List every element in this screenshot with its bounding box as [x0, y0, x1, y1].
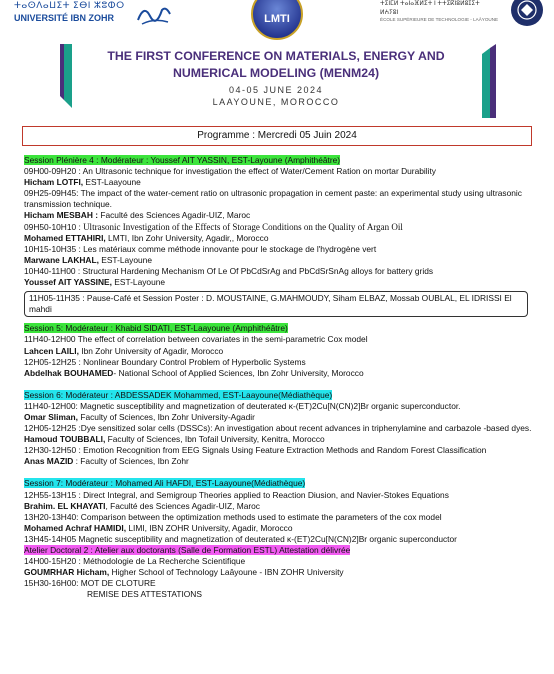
talk-title: Les matériaux comme méthode innovante pour le stockage de l'hydrogène vert: [80, 243, 377, 254]
lmti-laboratory-logo: [248, 0, 306, 40]
talk-speaker: [24, 233, 536, 244]
talk-row: [24, 244, 536, 255]
closing-title: MOT DE CLOTURE: [78, 578, 156, 589]
talk-speaker: [24, 434, 536, 445]
talk-speaker: [24, 567, 536, 578]
talk-title: : Méthodologie de La Recherche Scientifique: [76, 556, 246, 567]
speaker-name: Hicham MESBAH :: [24, 210, 98, 221]
school-name: ÉCOLE SUPÉRIEURE DE TECHNOLOGIE - LAÂYOUNE: [380, 17, 499, 22]
conference-date-place: [96, 84, 456, 108]
session-6-header: Session 6: Modérateur : ABDESSADEK Mohammed, EST-Laayoune(Médiathèque): [24, 389, 333, 400]
talk-title: Ultrasonic Investigation of the Effects of Storage Conditions on the Quality of Argan Oil: [80, 221, 403, 232]
school-tifinagh-line1: ⵜⵉⵏⵎⵍ ⵜⴰⵏⴰⴼⵍⵉⵜ ⵏ ⵜⵜⵉⴽⵏⵓⵍⵓⵊⵉⵜ: [380, 1, 480, 7]
talk-time: 10H15-10H35 :: [24, 243, 81, 254]
school-logo: [380, 0, 550, 30]
talk-title: Emotion Recognition from EEG Signals Using Feature Extraction Methods and Random Forest Classification: [80, 445, 487, 456]
speaker-name: Omar Sliman,: [24, 411, 78, 422]
speaker-affiliation: EST-Laayoune: [83, 177, 141, 188]
talk-row: [24, 222, 536, 233]
talk-row: [24, 423, 536, 434]
talk-speaker: [24, 523, 536, 534]
talk-speaker: [24, 412, 536, 423]
talk-time: 10H40-11H00 :: [24, 265, 81, 276]
talk-row: [24, 445, 536, 456]
school-emblem-icon: [510, 0, 544, 28]
school-tifinagh-line2: ⵍⵄⵢⵓⵏ: [380, 10, 399, 16]
speaker-name: Abdelhak BOUHAMED: [24, 367, 114, 378]
speaker-affiliation: - National School of Applied Sciences, Ibn Zohr University, Morocco: [113, 367, 364, 378]
talk-row: [24, 490, 536, 501]
talk-row: [24, 334, 536, 345]
speaker-affiliation: : Faculty of Sciences, Ibn Zohr: [73, 456, 189, 467]
talk-row: [24, 188, 536, 210]
session-7-header: Session 7: Modérateur : Mohamed Ali HAFDI, EST-Laayoune(Médiathèque): [24, 478, 306, 489]
atelier-header: Atelier Doctoral 2 : Atelier aux doctorants (Salle de Formation ESTL) Attestation délivrée: [24, 545, 351, 555]
talk-row: [24, 556, 536, 567]
talk-time: 09H50-10H10 :: [24, 221, 81, 232]
speaker-affiliation: Higher School of Technology Laâyoune - IBN ZOHR University: [109, 567, 344, 578]
lab-logo-text: LMTI: [264, 13, 290, 25]
speaker-affiliation: Faculty of Sciences, Ibn Tofail University, Kenitra, Morocco: [105, 434, 325, 445]
attestations-row: REMISE DES ATTESTATIONS: [87, 589, 202, 600]
talk-speaker: [24, 277, 536, 288]
talk-speaker: [24, 346, 536, 357]
talk-row: [24, 166, 536, 177]
closing-time: 15H30-16H00:: [24, 578, 79, 589]
talk-time: 12H30-12H50 :: [24, 445, 81, 456]
talk-time: 09H00-09H20 :: [24, 166, 81, 177]
talk-time: 11H40-12H00: [24, 334, 76, 345]
talk-row: [24, 357, 536, 368]
talk-title: An Ultrasonic technique for investigation the effect of Water/Cement Ration on mortar Durability: [80, 166, 436, 177]
talk-time: 13H20-13H40:: [24, 511, 79, 522]
speaker-name: Hamoud TOUBBALI,: [24, 434, 106, 445]
session-4-block: [24, 155, 536, 166]
university-logo: [10, 0, 210, 28]
speaker-name: Marwane LAKHAL,: [24, 254, 99, 265]
speaker-name: Mohamed ETTAHIRI,: [24, 232, 106, 243]
university-tifinagh-name: ⵜⴰⵙⴷⴰⵡⵉⵜ ⵉⴱⵏ ⵣⵓⵀⵔ: [14, 0, 125, 10]
talk-title: :Dye sensitized solar cells (DSSCs): An investigation about recent advances in triphenylamine and carbazole -based dyes.: [76, 423, 532, 434]
conference-title-line2: NUMERICAL MODELING (MENM24): [172, 66, 380, 80]
speaker-affiliation: Faculty of Sciences, Ibn Zohr University-Agadir: [78, 411, 255, 422]
talk-row: [24, 401, 536, 412]
talk-title: : Nonlinear Boundary Control Problem of Hyperbolic Systems: [76, 356, 306, 367]
conference-location: LAAYOUNE, MOROCCO: [212, 97, 340, 107]
talk-time: 13H45-14H05: [24, 533, 77, 544]
speaker-affiliation: , Faculté des Sciences Agadir-UIZ, Maroc: [105, 500, 260, 511]
speaker-name: Anas MAZID: [24, 456, 74, 467]
talk-title: Structural Hardening Mechanism Of Le Of PbCdSrAg and PbCdSrSnAg alloys for battery grids: [80, 265, 434, 276]
session-5-block: [24, 323, 536, 334]
programme-title: Programme : Mercredi 05 Juin 2024: [22, 126, 532, 146]
talk-title: Magnetic susceptibility and magnetization of deuterated κ-(ET)2Cu[N(CN)2]Br organic superconductor.: [77, 400, 461, 411]
talk-title: : Direct Integral, and Semigroup Theories applied to Reaction Diusion, and Navier-Stokes Equations: [76, 489, 449, 500]
speaker-affiliation: LMTI, Ibn Zohr University, Agadir,, Morocco: [105, 232, 269, 243]
coffee-break-poster-session: 11H05-11H35 : Pause-Café et Session Poster : D. MOUSTAINE, G.MAHMOUDY, Siham ELBAZ, Mossab OUBLAL, EL IDRISSI El mahdi: [24, 291, 528, 317]
talk-row: [24, 512, 536, 523]
speaker-name: Youssef AIT YASSINE,: [24, 277, 112, 288]
talk-row: [24, 266, 536, 277]
conference-title: [96, 48, 456, 82]
session-6-block: [24, 390, 536, 401]
talk-speaker: [24, 255, 536, 266]
conference-title-line1: THE FIRST CONFERENCE ON MATERIALS, ENERGY AND: [107, 49, 445, 63]
talk-time: 12H05-12H25: [24, 423, 77, 434]
speaker-affiliation: LIMI, IBN ZOHR University, Agadir, Morocco: [126, 522, 293, 533]
talk-speaker: [24, 177, 536, 188]
talk-time: 09H25-09H45:: [24, 188, 79, 199]
talk-title: The impact of the water-cement ratio on ultrasonic propagation in cement paste: an experimental study using ultrasonic transmission technique.: [24, 188, 522, 210]
speaker-name: Lahcen LAILI,: [24, 345, 79, 356]
speaker-name: Hicham LOTFI,: [24, 177, 84, 188]
programme-content: [24, 155, 536, 600]
atelier-block: [24, 545, 536, 556]
session-4-header: Session Plénière 4 : Modérateur : Youssef AIT YASSIN, EST-Layoune (Amphithéâtre): [24, 155, 341, 165]
talk-title: Comparison between the optimization methods used to estimate the parameters of the cox model: [78, 511, 442, 522]
talk-speaker: [24, 456, 536, 467]
talk-title: Magnetic susceptibility and magnetization of deuterated κ-(ET)2Cu[N(CN)2]Br organic superconductor: [76, 533, 457, 544]
speaker-affiliation: EST-Layoune: [111, 277, 166, 288]
session-5-header: Session 5: Modérateur : Khabid SIDATI, EST-Laayoune (Amphithéâtre): [24, 323, 288, 334]
talk-time: 14H00-15H20: [24, 556, 77, 567]
closing-row: [24, 578, 536, 589]
speaker-affiliation: Faculté des Sciences Agadir-UIZ, Maroc: [98, 210, 251, 221]
arabic-calligraphy-logo: [136, 0, 172, 26]
section-spacer: [24, 379, 536, 390]
conference-header: [0, 0, 554, 122]
university-name: UNIVERSITÉ IBN ZOHR: [14, 13, 115, 23]
speaker-name: Brahim. EL KHAYATI: [24, 500, 106, 511]
speaker-affiliation: EST-Layoune: [98, 254, 152, 265]
talk-time: 12H05-12H25: [24, 356, 77, 367]
talk-row: [24, 534, 536, 545]
speaker-name: GOUMRHAR Hicham,: [24, 567, 110, 578]
conference-dates: 04-05 JUNE 2024: [228, 85, 324, 95]
talk-speaker: [24, 210, 536, 221]
talk-title: The effect of correlation between covariates in the semi-parametric Cox model: [75, 334, 368, 345]
talk-time: 11H40-12H00:: [24, 400, 78, 411]
talk-speaker: [24, 501, 536, 512]
speaker-affiliation: Ibn Zohr University of Agadir, Morocco: [78, 345, 224, 356]
session-7-block: [24, 478, 536, 489]
section-spacer: [24, 467, 536, 478]
talk-time: 12H55-13H15: [24, 489, 77, 500]
talk-speaker: [24, 368, 536, 379]
speaker-name: Mohamed Achraf HAMIDI,: [24, 522, 127, 533]
